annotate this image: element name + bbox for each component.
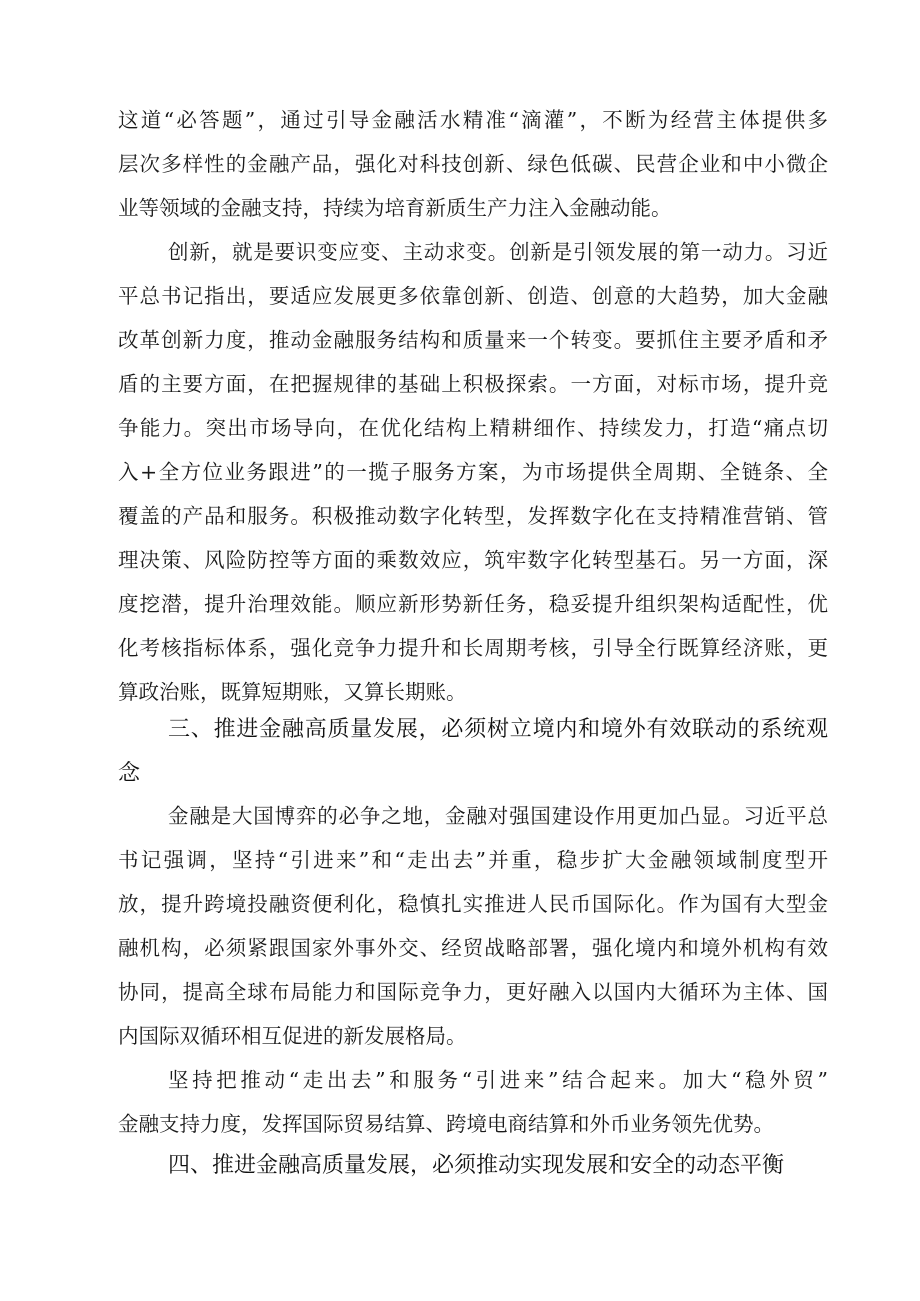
- paragraph-2-line-4: 盾的主要方面，在把握规律的基础上积极探索。一方面，对标市场，提升竞: [118, 372, 828, 396]
- paragraph-1-line-3: 业等领域的金融支持，持续为培育新质生产力注入金融动能。: [118, 196, 672, 220]
- paragraph-3-line-5: 协同，提高全球布局能力和国际竞争力，更好融入以国内大循环为主体、国: [118, 980, 828, 1004]
- paragraph-2-line-11: 算政治账，既算短期账，又算长期账。: [118, 680, 467, 704]
- paragraph-2-line-6: 入+全方位业务跟进”的一揽子服务方案，为市场提供全周期、全链条、全: [118, 460, 828, 484]
- paragraph-1-line-2: 层次多样性的金融产品，强化对科技创新、绿色低碳、民营企业和中小微企: [118, 152, 828, 176]
- paragraph-2-line-5: 争能力。突出市场导向，在优化结构上精耕细作、持续发力，打造“痛点切: [118, 416, 828, 440]
- paragraph-3-line-6: 内国际双循环相互促进的新发展格局。: [118, 1024, 467, 1048]
- paragraph-3-line-4: 融机构，必须紧跟国家外事外交、经贸战略部署，强化境内和境外机构有效: [118, 936, 828, 960]
- paragraph-3-line-2: 书记强调，坚持“引进来”和“走出去”并重，稳步扩大金融领域制度型开: [118, 848, 828, 872]
- paragraph-2-line-3: 改革创新力度，推动金融服务结构和质量来一个转变。要抓住主要矛盾和矛: [118, 328, 828, 352]
- paragraph-2-line-2: 平总书记指出，要适应发展更多依靠创新、创造、创意的大趋势，加大金融: [118, 284, 828, 308]
- paragraph-2-line-7: 覆盖的产品和服务。积极推动数字化转型，发挥数字化在支持精准营销、管: [118, 504, 828, 528]
- paragraph-1-line-1: 这道“必答题”，通过引导金融活水精准“滴灌”，不断为经营主体提供多: [118, 108, 828, 132]
- paragraph-2-line-10: 化考核指标体系，强化竞争力提升和长周期考核，引导全行既算经济账，更: [118, 636, 828, 660]
- section-heading-3-line-2: 念: [118, 761, 141, 786]
- paragraph-2-line-1: 创新，就是要识变应变、主动求变。创新是引领发展的第一动力。习近: [168, 240, 828, 264]
- paragraph-4-line-2: 金融支持力度，发挥国际贸易结算、跨境电商结算和外币业务领先优势。: [118, 1112, 774, 1136]
- paragraph-2-line-8: 理决策、风险防控等方面的乘数效应，筑牢数字化转型基石。另一方面，深: [118, 548, 828, 572]
- section-heading-4: 四、推进金融高质量发展，必须推动实现发展和安全的动态平衡: [168, 1153, 785, 1178]
- paragraph-3-line-3: 放，提升跨境投融资便利化，稳慎扎实推进人民币国际化。作为国有大型金: [118, 892, 828, 916]
- section-heading-3-line-1: 三、推进金融高质量发展，必须树立境内和境外有效联动的系统观: [168, 717, 828, 742]
- paragraph-4-line-1: 坚持把推动“走出去”和服务“引进来”结合起来。加大“稳外贸”: [168, 1068, 828, 1092]
- paragraph-2-line-9: 度挖潜，提升治理效能。顺应新形势新任务，稳妥提升组织架构适配性，优: [118, 592, 828, 616]
- paragraph-3-line-1: 金融是大国博弈的必争之地，金融对强国建设作用更加凸显。习近平总: [168, 804, 828, 828]
